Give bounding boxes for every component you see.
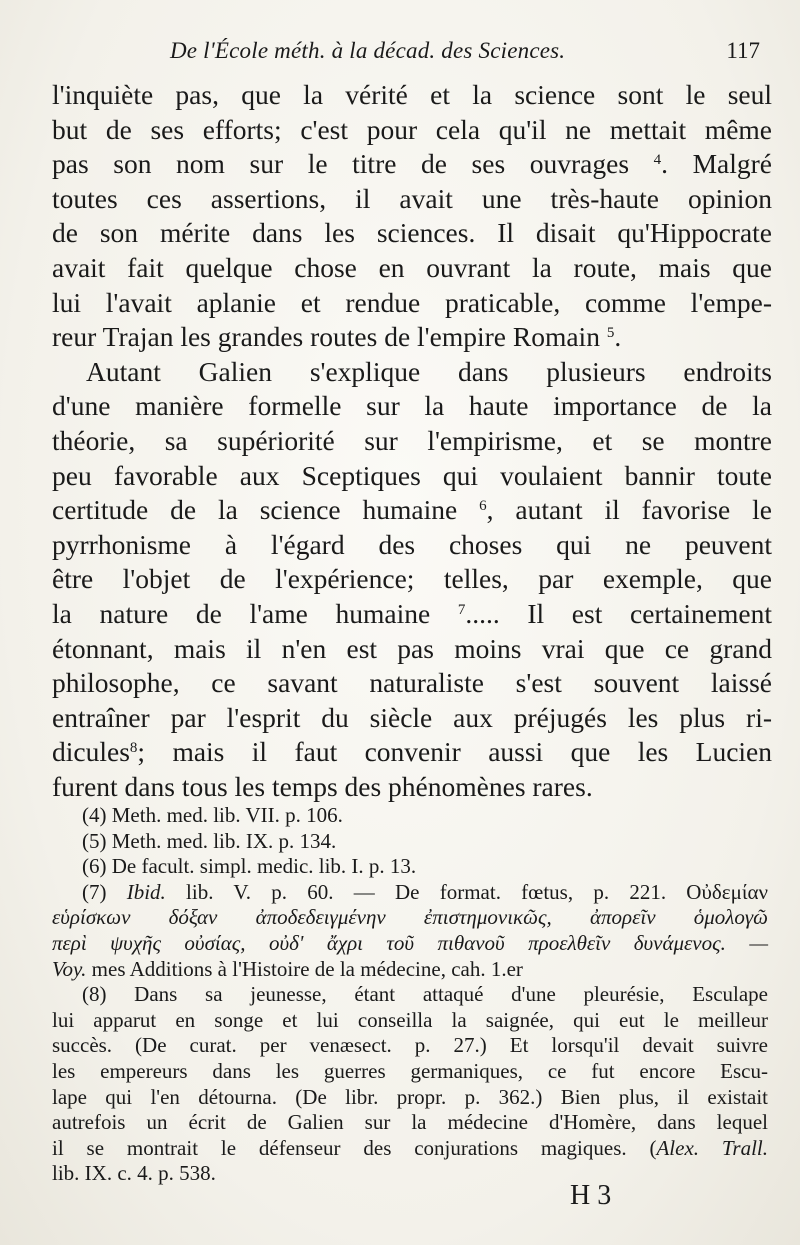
- text-segment: ..... Il est certainement: [465, 597, 772, 629]
- paragraph-1: [52, 78, 772, 355]
- text-line: l'inquiète pas, que la vérité et la science sont le seul: [52, 79, 772, 110]
- footnote-8-line: lib. IX. c. 4. p. 538.: [52, 1161, 216, 1186]
- text-segment: . Malgré: [661, 148, 772, 180]
- footnote-8-line: autrefois un écrit de Galien sur la médecine d'Homère, dans lequel: [52, 1110, 768, 1135]
- text-line: entraîner par l'esprit du siècle aux préjugés les plus ri-: [52, 701, 772, 733]
- footnote-ref: 8: [129, 740, 138, 757]
- text-line: philosophe, ce savant naturaliste s'est souvent laissé: [52, 667, 772, 699]
- footnote-8-line: lape qui l'en détourna. (De libr. propr. p. 362.) Bien plus, il existait: [52, 1084, 768, 1109]
- text-segment: Voy.: [52, 956, 87, 981]
- running-head: De l'École méth. à la décad. des Sciences.: [170, 38, 566, 63]
- footnote-4: (4) Meth. med. lib. VII. p. 106.: [82, 803, 343, 827]
- text-line: [52, 320, 772, 355]
- text-segment: .: [614, 321, 622, 353]
- footnote-7: [52, 880, 768, 906]
- text-line: pyrrhonisme à l'égard des choses qui ne peuvent: [52, 528, 772, 560]
- text-line: étonnant, mais il n'en est pas moins vrai que ce grand: [52, 632, 772, 664]
- footnote-ref: 7: [457, 601, 466, 618]
- text-segment: pas son nom sur le titre de ses ouvrages: [52, 148, 630, 180]
- text-line: [52, 597, 772, 632]
- main-text: [52, 78, 772, 804]
- text-segment: (7): [82, 879, 127, 904]
- footnotes: [52, 803, 768, 1187]
- text-line: d'une manière formelle sur la haute importance de la: [52, 390, 772, 422]
- footnote-8-line: succès. (De curat. per venæsect. p. 27.) Et lorsqu'il devait suivre: [52, 1033, 768, 1058]
- text-line: furent dans tous les temps des phénomènes rares.: [52, 770, 593, 802]
- text-line: être l'objet de l'expérience; telles, par exemple, que: [52, 563, 772, 595]
- text-segment: la nature de l'ame humaine: [52, 597, 431, 629]
- text-segment: certitude de la science humaine: [52, 494, 458, 526]
- footnote-7-line: [52, 957, 768, 983]
- text-line: [52, 147, 772, 182]
- footnote-8-line: lui apparut en songe et lui conseilla la saignée, qui eut le meilleur: [52, 1007, 768, 1032]
- footnote-ref: 4: [653, 152, 662, 169]
- footnote-7-greek-line: περὶ ψυχῆς οὐσίας, οὐδ' ἄχρι τοῦ πιθανοῦ προελθεῖν δυνάμενος. —: [52, 930, 768, 955]
- text-line: de son mérite dans les sciences. Il disait qu'Hippocrate: [52, 217, 772, 249]
- text-segment: Ibid.: [126, 879, 166, 904]
- page-header: [170, 38, 760, 68]
- text-segment: il se montrait le défenseur des conjurations magiques. (: [52, 1135, 657, 1160]
- footnote-5: (5) Meth. med. lib. IX. p. 134.: [82, 828, 337, 853]
- text-line: Autant Galien s'explique dans plusieurs endroits: [86, 355, 772, 387]
- text-line: [52, 493, 772, 528]
- text-line: but de ses efforts; c'est pour cela qu'il ne mettait même: [52, 113, 772, 145]
- footnote-6: (6) De facult. simpl. medic. lib. I. p. 13.: [82, 854, 417, 879]
- text-line: lui l'avait aplanie et rendue praticable, comme l'empe-: [52, 286, 772, 318]
- text-line: [52, 735, 772, 770]
- page-number: 117: [726, 38, 760, 63]
- text-segment: mes Additions à l'Histoire de la médecine, cah. 1.er: [86, 956, 523, 981]
- footnote-8-line: [52, 1136, 768, 1162]
- text-segment: , autant il favorise le: [486, 494, 772, 526]
- text-segment: Alex. Trall.: [656, 1135, 768, 1160]
- text-line: peu favorable aux Sceptiques qui voulaient bannir toute: [52, 459, 772, 491]
- footnote-8: (8) Dans sa jeunesse, étant attaqué d'une pleurésie, Esculape: [82, 982, 768, 1007]
- text-line: théorie, sa supériorité sur l'empirisme, et se montre: [52, 424, 772, 456]
- text-segment: ; mais il faut convenir aussi que les Lucien: [137, 736, 772, 768]
- footnote-7-greek-line: εὑρίσκων δόξαν ἀποδεδειγμένην ἐπιστημονικῶς, ἀπορεῖν ὁμολογῶ: [52, 905, 768, 930]
- footnote-8-line: les empereurs dans les guerres germaniques, ce fut encore Escu-: [52, 1058, 768, 1083]
- text-line: avait fait quelque chose en ouvrant la route, mais que: [52, 251, 772, 283]
- footnote-ref: 6: [479, 498, 487, 515]
- text-line: toutes ces assertions, il avait une très-haute opinion: [52, 182, 772, 214]
- paragraph-2: [52, 355, 772, 805]
- text-segment: lib. V. p. 60. — De format. fœtus, p. 221. Οὐδεμίαν: [165, 879, 768, 904]
- text-segment: dicules: [52, 736, 130, 768]
- signature-mark: H 3: [570, 1180, 612, 1211]
- footnote-ref: 5: [606, 325, 615, 342]
- text-segment: reur Trajan les grandes routes de l'empire Romain: [52, 321, 600, 353]
